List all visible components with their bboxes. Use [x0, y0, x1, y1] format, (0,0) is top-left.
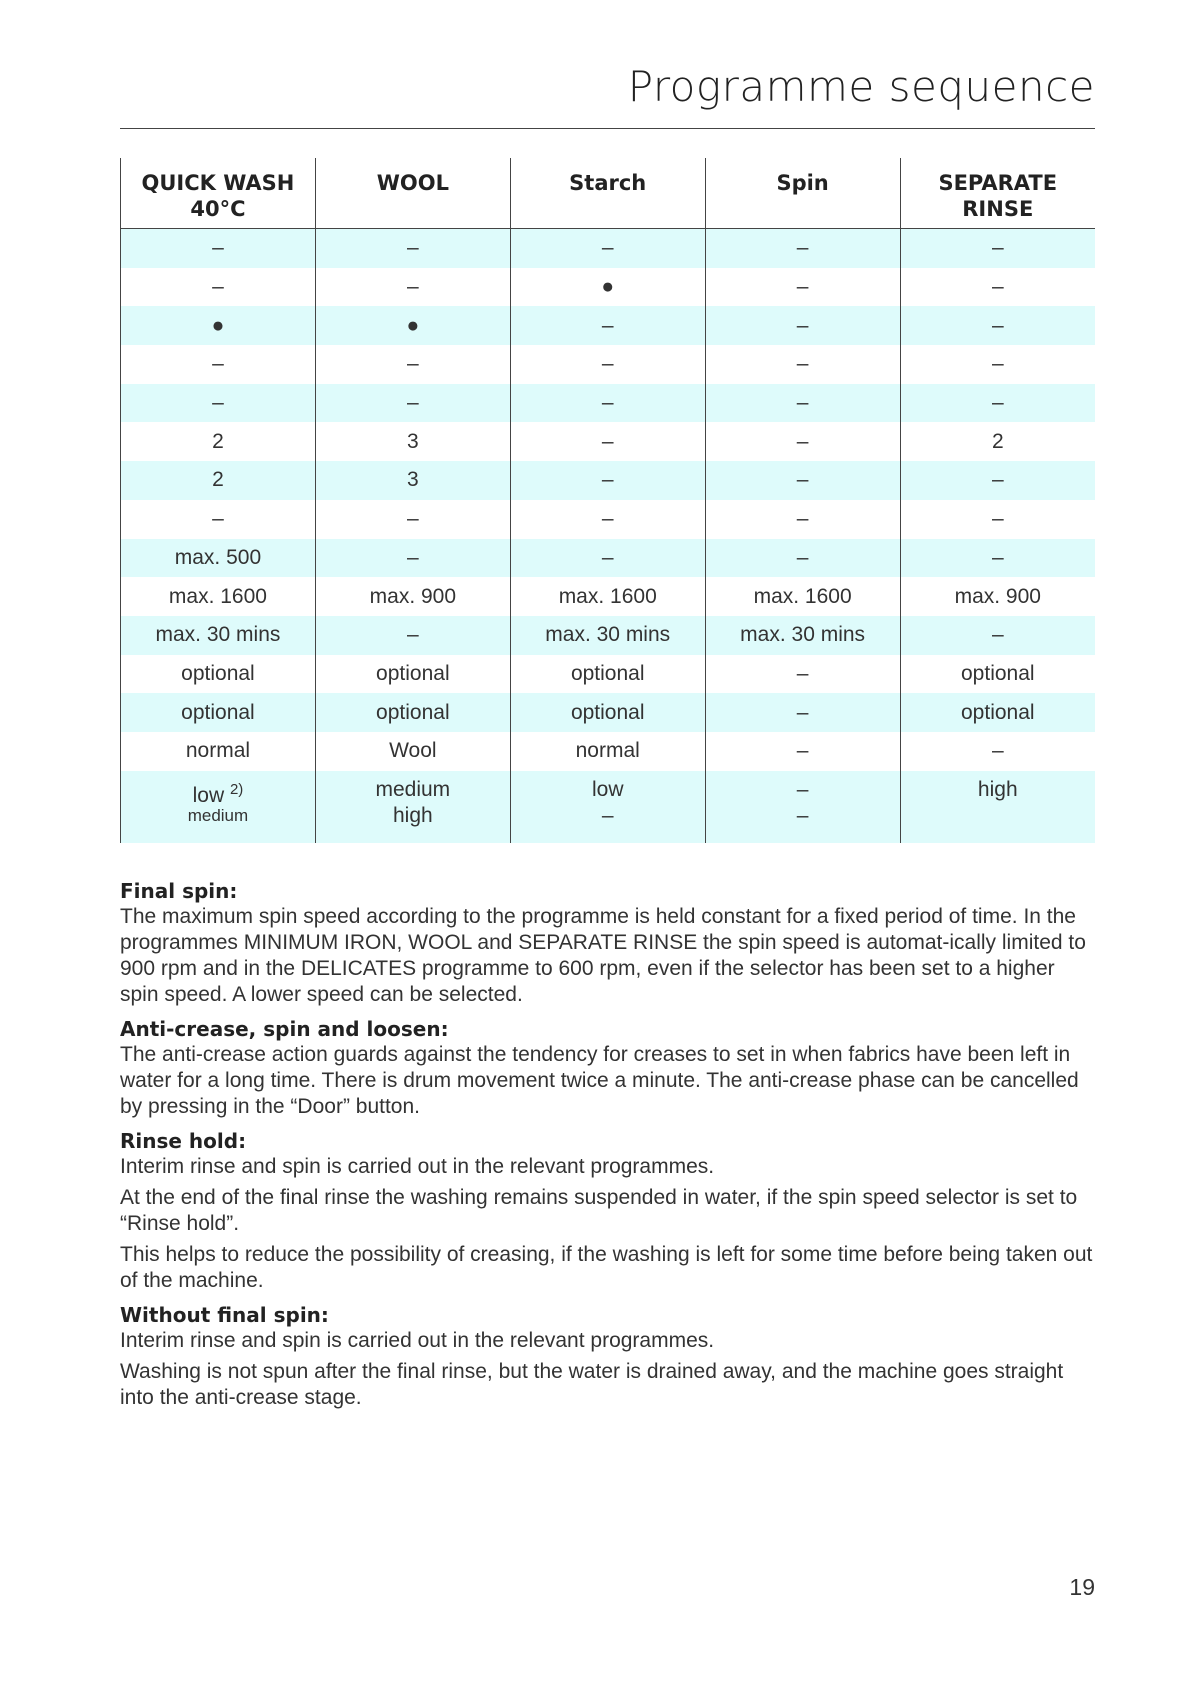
- table-cell: –: [705, 345, 900, 384]
- table-cell: –: [510, 500, 705, 539]
- cell-line: medium: [375, 777, 451, 801]
- table-cell: –: [121, 500, 316, 539]
- table-cell: –: [705, 422, 900, 461]
- table-row: [121, 306, 1096, 345]
- table-cell: optional: [510, 655, 705, 694]
- table-cell: –: [705, 539, 900, 578]
- table-cell: –: [705, 693, 900, 732]
- cell-line: –: [796, 803, 809, 827]
- table-row: [121, 655, 1096, 694]
- note-paragraph: The anti-crease action guards against the tendency for creases to set in when fabrics have been left in water for a long time. There is drum movement twice a minute. The anti-crease phase can be cancelled by pressing in the “Door” button.: [120, 1043, 1079, 1118]
- table-cell: optional: [121, 693, 316, 732]
- table-cell: –: [900, 229, 1095, 268]
- table-row: [121, 771, 1096, 843]
- column-header: Starch: [510, 158, 705, 229]
- table-cell: –: [705, 229, 900, 268]
- table-cell: –: [315, 539, 510, 578]
- table-cell: –: [705, 306, 900, 345]
- table-row: [121, 577, 1096, 616]
- note-section: [120, 1016, 1095, 1120]
- table-cell: –: [900, 500, 1095, 539]
- table-row: [121, 268, 1096, 307]
- column-header: Spin: [705, 158, 900, 229]
- table-cell: –: [315, 500, 510, 539]
- table-row: [121, 384, 1096, 423]
- table-cell: 2: [900, 422, 1095, 461]
- table-row: [121, 693, 1096, 732]
- table-cell: max. 30 mins: [705, 616, 900, 655]
- table-cell: –: [705, 268, 900, 307]
- note-paragraph: The maximum spin speed according to the programme is held constant for a fixed period of time. In the programmes MINIMUM IRON, WOOL and SEPARATE RINSE the spin speed is automat-ically limited to 900 rpm and in the DELICATES programme to 600 rpm, even if the selector has been set to a higher spin speed. A lower speed can be selected.: [120, 905, 1086, 1006]
- table-cell: normal: [510, 732, 705, 771]
- table-row: [121, 500, 1096, 539]
- table-row: [121, 539, 1096, 578]
- table-cell: max. 1600: [121, 577, 316, 616]
- table-cell: –: [705, 384, 900, 423]
- table-cell: max. 900: [315, 577, 510, 616]
- column-header: QUICK WASH 40°C: [121, 158, 316, 229]
- note-heading: Without final spin:: [120, 1303, 329, 1327]
- note-paragraph: At the end of the final rinse the washing remains suspended in water, if the spin speed selector is set to “Rinse hold”.: [120, 1186, 1078, 1235]
- table-cell: –: [900, 461, 1095, 500]
- table-cell: optional: [315, 693, 510, 732]
- table-cell: –: [705, 732, 900, 771]
- table-cell: max. 1600: [705, 577, 900, 616]
- table-cell: –: [900, 732, 1095, 771]
- table-body: [121, 229, 1096, 843]
- note-heading: Rinse hold:: [120, 1129, 247, 1153]
- table-cell: optional: [315, 655, 510, 694]
- table-cell: –: [900, 616, 1095, 655]
- table-cell: max. 900: [900, 577, 1095, 616]
- cell-line: low: [192, 783, 225, 807]
- table-cell: –: [900, 306, 1095, 345]
- note-heading: Anti-crease, spin and loosen:: [120, 1017, 449, 1041]
- column-header: WOOL: [315, 158, 510, 229]
- table-cell: –: [510, 229, 705, 268]
- note-section: [120, 1302, 1095, 1411]
- table-cell: [121, 771, 316, 843]
- table-cell: –: [121, 229, 316, 268]
- title-divider: [120, 128, 1095, 129]
- note-paragraph: This helps to reduce the possibility of creasing, if the washing is left for some time before being taken out of the machine.: [120, 1243, 1093, 1292]
- table-cell: normal: [121, 732, 316, 771]
- table-cell: –: [510, 539, 705, 578]
- notes-section: [120, 878, 1095, 1419]
- table-cell: 2: [121, 461, 316, 500]
- table-cell: max. 30 mins: [510, 616, 705, 655]
- table-cell: max. 1600: [510, 577, 705, 616]
- table-cell: optional: [900, 655, 1095, 694]
- page-title: Programme sequence: [627, 62, 1095, 111]
- table-row: [121, 229, 1096, 268]
- table-cell: max. 500: [121, 539, 316, 578]
- table-cell: Wool: [315, 732, 510, 771]
- table-cell: –: [510, 422, 705, 461]
- table-cell: –: [510, 384, 705, 423]
- table-row: [121, 461, 1096, 500]
- note-section: [120, 878, 1095, 1008]
- table-row: [121, 616, 1096, 655]
- table-cell: –: [705, 461, 900, 500]
- table-cell: –: [510, 345, 705, 384]
- table-cell: –: [315, 616, 510, 655]
- programme-table: [120, 158, 1095, 843]
- table-cell: –: [121, 345, 316, 384]
- table-cell: –: [510, 306, 705, 345]
- table-cell: ●: [315, 306, 510, 345]
- table-cell: –: [315, 384, 510, 423]
- table-cell: max. 30 mins: [121, 616, 316, 655]
- note-paragraph: Interim rinse and spin is carried out in the relevant programmes.: [120, 1155, 715, 1178]
- table-cell: 3: [315, 422, 510, 461]
- table-row: [121, 345, 1096, 384]
- cell-line: –: [796, 777, 809, 801]
- cell-line: low: [591, 777, 624, 801]
- table-cell: optional: [900, 693, 1095, 732]
- table-cell: 2: [121, 422, 316, 461]
- table-cell: –: [900, 384, 1095, 423]
- table-cell: optional: [510, 693, 705, 732]
- cell-line: high: [977, 777, 1018, 801]
- note-paragraph: Washing is not spun after the final rinse, but the water is drained away, and the machine goes straight into the anti-crease stage.: [120, 1360, 1064, 1409]
- table-cell: [705, 771, 900, 843]
- table-cell: ●: [510, 268, 705, 307]
- column-header: SEPARATE RINSE: [900, 158, 1095, 229]
- table-cell: –: [900, 268, 1095, 307]
- table-cell: –: [510, 461, 705, 500]
- table-cell: ●: [121, 306, 316, 345]
- note-paragraph: Interim rinse and spin is carried out in the relevant programmes.: [120, 1329, 715, 1352]
- note-section: [120, 1128, 1095, 1294]
- table-cell: –: [315, 268, 510, 307]
- table-row: [121, 732, 1096, 771]
- cell-line: high: [392, 803, 433, 827]
- table-cell: [315, 771, 510, 843]
- table-cell: –: [315, 229, 510, 268]
- table-cell: –: [900, 539, 1095, 578]
- footnote-marker: 2): [229, 780, 244, 798]
- table-cell: –: [705, 500, 900, 539]
- page-number: 19: [1069, 1574, 1095, 1600]
- table-row: [121, 422, 1096, 461]
- cell-line: medium: [187, 805, 249, 825]
- table-cell: optional: [121, 655, 316, 694]
- table-header-row: [121, 158, 1096, 229]
- table-cell: –: [900, 345, 1095, 384]
- table-cell: –: [121, 268, 316, 307]
- table-cell: –: [315, 345, 510, 384]
- table-cell: –: [121, 384, 316, 423]
- table-cell: [510, 771, 705, 843]
- table-cell: –: [705, 655, 900, 694]
- table-cell: [900, 771, 1095, 843]
- cell-line: –: [601, 803, 614, 827]
- note-heading: Final spin:: [120, 879, 238, 903]
- table-cell: 3: [315, 461, 510, 500]
